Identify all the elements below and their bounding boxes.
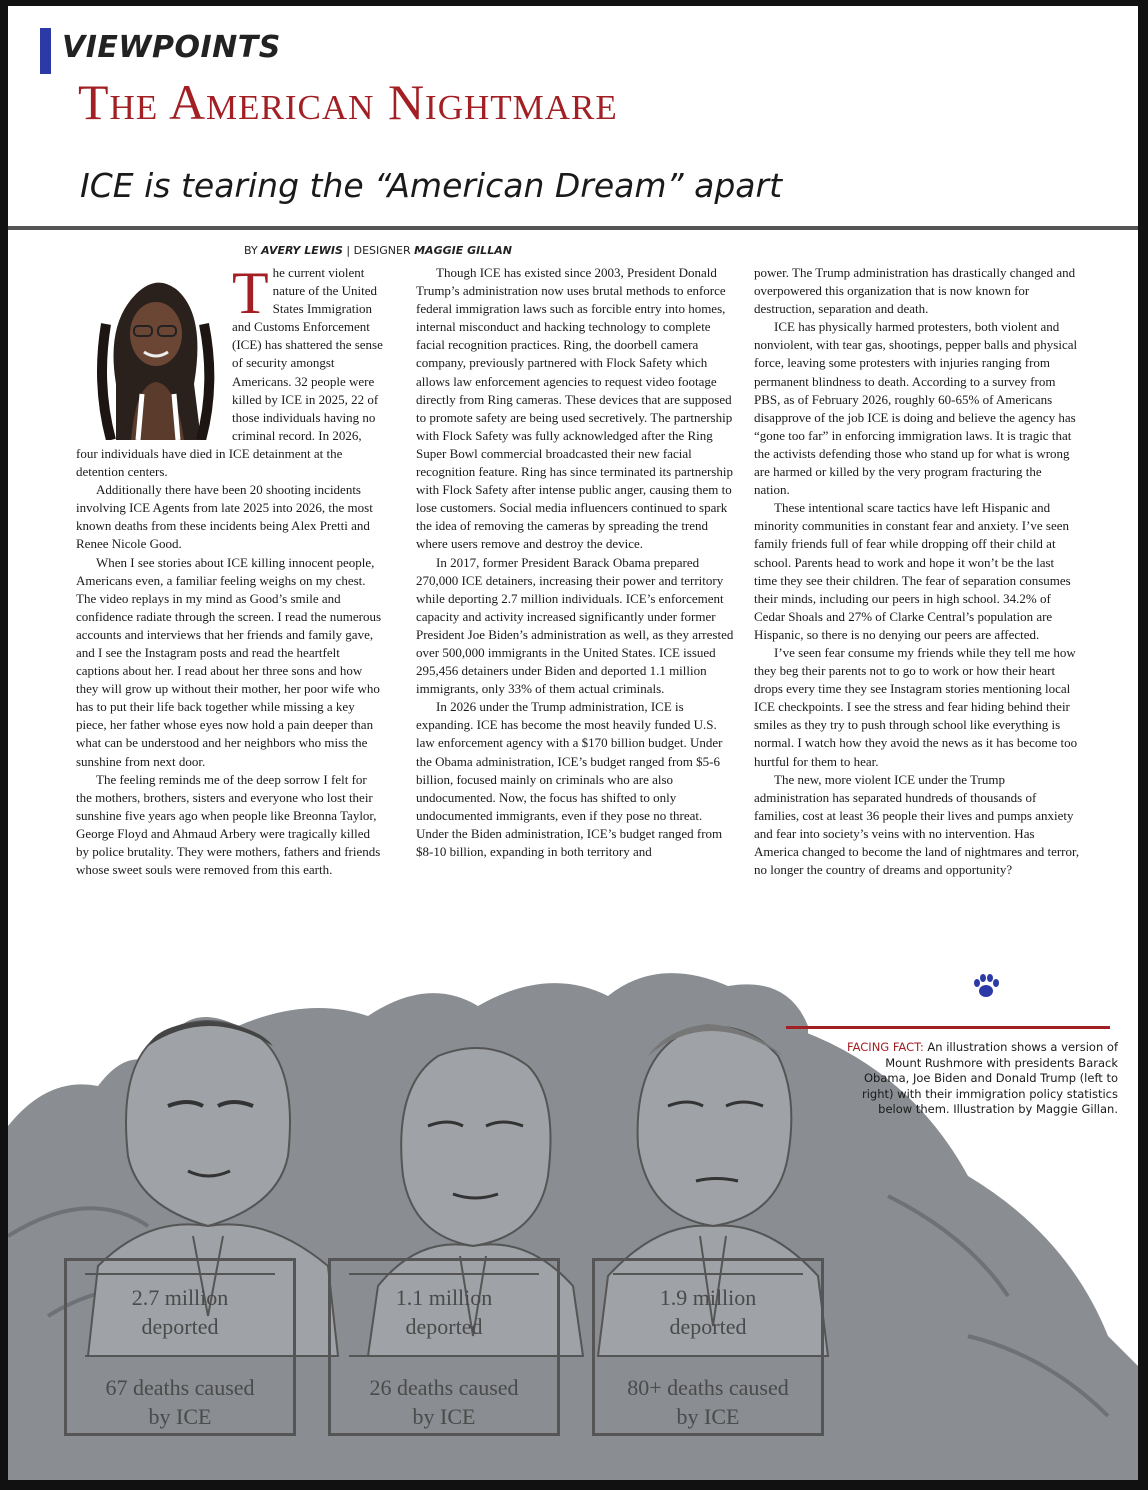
stat-divider xyxy=(613,1273,803,1275)
drop-cap: T xyxy=(232,260,269,326)
article-column-1 xyxy=(76,260,384,879)
paragraph-11: I’ve seen fear consume my friends while they tell me how they beg their parents not to go to work or how their heart drops every time they see Instagram stories mentioning local ICE checkpoints. I see the stress and fear hiding behind their smiles as they try to push through school like everything is normal. I watch how they avoid the news as it has become too hurtful for them to hear. xyxy=(754,644,1078,769)
paragraph-1: he current violent nature of the United States Immigration and Customs Enforcement (ICE) has shattered the sense of security amongst Americans. 32 people were killed by ICE in 2025, 22 of those individuals having no criminal record. In 2026, four individuals have died in ICE detainment at the detention centers. xyxy=(76,265,383,480)
stat-deaths: 26 deaths caused by ICE xyxy=(369,1375,519,1429)
stat-divider xyxy=(349,1273,539,1275)
paragraph-10: These intentional scare tactics have left Hispanic and minority communities in constant fear and anxiety. I’ve seen family friends full of fear while dropping off their child at school. Parents head to work and hope it won’t be the last time they see their children. The fear of separation consumes their minds, including our peers in high school. 34.2% of Cedar Shoals and 27% of Clarke Central’s population are Hispanic, so there is no denying our peers are affected. xyxy=(754,500,1071,642)
byline-by: BY xyxy=(244,244,258,257)
paragraph-6: In 2017, former President Barack Obama prepared 270,000 ICE detainers, increasing their power and territory while deporting 2.7 million individuals. ICE’s enforcement capacity and activity increased significantly under former President Joe Biden’s administration as well, as they arrested over 500,000 immigrants in the United States. ICE issued 295,456 detainers under Biden and deported 1.1 million immigrants, only 33% of them actual criminals. xyxy=(416,554,734,697)
stat-box-biden xyxy=(328,1258,560,1436)
byline-author: AVERY LEWIS xyxy=(261,244,343,257)
stat-divider xyxy=(85,1355,275,1357)
paragraph-5: Though ICE has existed since 2003, President Donald Trump’s administration now uses brutal methods to enforce federal immigration laws such as forcible entry into homes, internal misconduct and hacking technology to complete facial recognition practices. Ring, the doorbell camera company, previously partnered with Flock Safety which allows law enforcement agencies to request video footage directly from Ring cameras. These devices that are supposed to promote safety are being used secretively. The partnership with Flock Safety was fully acknowledged after the Ring Super Bowl commercial broadcasted their new facial recognition feature. Ring has since terminated its partnership with Flock Safety after intense public anger, causing them to lose customers. Social media influencers continued to spark the idea of removing the cameras by spreading the trend where users remove and destroy the device. xyxy=(416,265,733,552)
caption-lead: FACING FACT: xyxy=(847,1040,924,1054)
section-label: VIEWPOINTS xyxy=(62,30,281,65)
header-rule xyxy=(8,226,1138,230)
stat-deaths: 67 deaths caused by ICE xyxy=(105,1375,255,1429)
section-accent-bar xyxy=(40,28,51,74)
caption-rule xyxy=(786,1026,1110,1029)
paragraph-7: In 2026 under the Trump administration, ICE is expanding. ICE has become the most heavily funded U.S. law enforcement agency with a $170 billion budget. Under the Obama administration, ICE’s budget ranged from $5-6 billion, focused mainly on criminals who are also undocumented. Now, the focus has shifted to only undocumented immigrants, even if they pose no threat. Under the Biden administration, ICE’s budget ranged from $8-10 billion, expanding in both territory and xyxy=(416,699,723,859)
paragraph-8: power. The Trump administration has drastically changed and overpowered this organization that is now known for destruction, separation and death. xyxy=(754,265,1076,317)
stat-divider xyxy=(85,1273,275,1275)
stat-divider xyxy=(613,1355,803,1357)
paragraph-4: The feeling reminds me of the deep sorrow I felt for the mothers, brothers, sisters and everyone who lost their sunshine five years ago when people like Breonna Taylor, George Floyd and Ahmaud Arbery were tragically killed by police brutality. They were mothers, fathers and friends whose sweet souls were removed from this earth. xyxy=(76,771,381,878)
article-column-3 xyxy=(754,264,1080,879)
caption-text: An illustration shows a version of Mount Rushmore with presidents Barack Obama, Joe Biden and Donald Trump (left to right) with their immigration policy statistics below them. Illustration by Maggie Gillan. xyxy=(862,1040,1118,1117)
headline: The American Nightmare xyxy=(78,74,618,130)
paragraph-3: When I see stories about ICE killing innocent people, Americans even, a familiar feeling weighs on my chest. The video replays in my mind as Good’s smile and confidence radiate through the screen. I read the numerous accounts and interviews that her friends and family gave, and I see the Instagram posts and read the heartfelt captions about her. I read about her three sons and how they will grow up without their mother, her poor wife who has to put their life back together while missing a key piece, her father whose eyes now hold a pain deeper than what can be understood and her neighbors who miss the sunshine from next door. xyxy=(76,554,382,769)
magazine-page xyxy=(8,6,1138,1480)
byline-separator: | DESIGNER xyxy=(346,244,411,257)
author-portrait xyxy=(76,264,226,440)
photo-caption xyxy=(838,1040,1118,1118)
byline xyxy=(244,244,512,257)
stat-deported: 2.7 million deported xyxy=(131,1285,229,1339)
stat-deported: 1.9 million deported xyxy=(659,1285,757,1339)
stat-divider xyxy=(349,1355,539,1357)
stat-box-trump xyxy=(592,1258,824,1436)
paragraph-9: ICE has physically harmed protesters, both violent and nonviolent, with tear gas, shootings, pepper balls and physical force, leaving some protesters with injuries ranging from permanent blindness to death. According to a survey from PBS, as of February 2026, roughly 60-65% of Americans disapprove of the job ICE is doing and believe the agency has “gone too far” in enforcing immigration laws. It is tragic that the activists defending those who stand up for what is wrong are harmed or killed by the very program fracturing the nation. xyxy=(754,319,1078,498)
paragraph-12: The new, more violent ICE under the Trump administration has separated hundreds of thousands of families, cost at least 36 people their lives and pumps anxiety and fear into society’s veins with no intervention. Has America changed to become the land of nightmares and terror, no longer the country of dreams and opportunity? xyxy=(754,771,1080,878)
stat-deaths: 80+ deaths caused by ICE xyxy=(627,1375,789,1429)
stat-deported: 1.1 million deported xyxy=(395,1285,493,1339)
paragraph-2: Additionally there have been 20 shooting incidents involving ICE Agents from late 2025 into 2026, the most known deaths from these incidents being Alex Pretti and Renee Nicole Good. xyxy=(76,482,373,552)
stat-box-obama xyxy=(64,1258,296,1436)
byline-designer: MAGGIE GILLAN xyxy=(414,244,512,257)
subhead: ICE is tearing the “American Dream” apart xyxy=(80,166,783,205)
article-column-2 xyxy=(416,264,734,861)
